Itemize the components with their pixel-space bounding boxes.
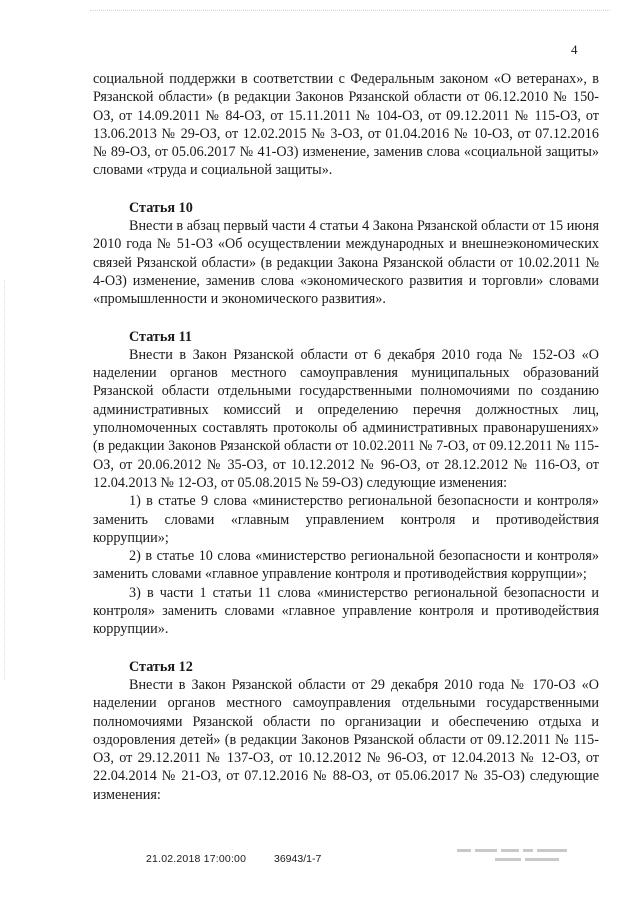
scan-noise-top	[90, 10, 610, 13]
list-item-article-11-3: 3) в части 1 статьи 11 слова «министерство региональной безопасности и контроля» заменить словами «главное управление контроля и противодействия коррупции».	[93, 584, 599, 638]
paragraph-article-10: Внести в абзац первый части 4 статьи 4 Закона Рязанской области от 15 июня 2010 года № 51-ОЗ «Об осуществлении международных и внешнеэкономических связей Рязанской области» (в редакции Закона Рязанской области от 10.02.2011 № 4-ОЗ) изменение, заменив слова «экономического развития и торговли» словами «промышленности и экономического развития».	[93, 218, 599, 308]
faint-stamp-mark	[455, 846, 575, 866]
article-12-heading: Статья 12	[129, 658, 193, 675]
paragraph-1: социальной поддержки в соответствии с Федеральным законом «О ветеранах», в Рязанской области» (в редакции Законов Рязанской области от 06.12.2010 № 150-ОЗ, от 14.09.2011 № 84-ОЗ, от 15.11.2011 № 104-ОЗ, от 09.12.2011 № 115-ОЗ, от 13.06.2013 № 29-ОЗ, от 12.02.2015 № 3-ОЗ, от 01.04.2016 № 10-ОЗ, от 07.12.2016 № 89-ОЗ, от 05.06.2017 № 41-ОЗ) изменение, заменив слова «социальной защиты» словами «труда и социальной защиты».	[93, 71, 599, 179]
document-body	[93, 70, 599, 804]
article-11-heading: Статья 11	[129, 328, 193, 345]
page-number: 4	[571, 42, 578, 57]
footer-reg-number: 36943/1-7	[274, 853, 322, 865]
footer-date: 21.02.2018 17:00:00	[146, 853, 247, 865]
article-10-heading: Статья 10	[129, 199, 193, 216]
list-item-article-11-1: 1) в статье 9 слова «министерство региональной безопасности и контроля» заменить словами «главным управлением контроля и противодействия коррупции»;	[93, 493, 599, 546]
paragraph-article-11: Внести в Закон Рязанской области от 6 декабря 2010 года № 152-ОЗ «О наделении органов местного самоуправления муниципальных образований Рязанской области отдельными государственными полномочиями по созданию административных комиссий и определению перечня должностных лиц, уполномоченных составлять протоколы об административных правонарушениях» (в редакции Законов Рязанской области от 10.02.2011 № 7-ОЗ, от 09.12.2011 № 115-ОЗ, от 20.06.2012 № 35-ОЗ, от 10.12.2012 № 96-ОЗ, от 28.12.2012 № 116-ОЗ, от 12.04.2013 № 12-ОЗ, от 05.08.2015 № 59-ОЗ) следующие изменения:	[93, 346, 599, 491]
list-item-article-11-2: 2) в статье 10 слова «министерство региональной безопасности и контроля» заменить словами «главное управление контроля и противодействия коррупции»;	[93, 548, 599, 583]
paragraph-article-12: Внести в Закон Рязанской области от 29 декабря 2010 года № 170-ОЗ «О наделении органов местного самоуправления отдельными государственными полномочиями Рязанской области по организации и обеспечению отдыха и оздоровления детей» (в редакции Законов Рязанской области от 09.12.2011 № 115-ОЗ, от 29.12.2011 № 137-ОЗ, от 10.12.2012 № 96-ОЗ, от 12.04.2013 № 12-ОЗ, от 22.04.2014 № 21-ОЗ, от 07.12.2016 № 88-ОЗ, от 05.06.2017 № 35-ОЗ) следующие изменения:	[93, 676, 599, 803]
scan-noise-left	[4, 280, 6, 680]
